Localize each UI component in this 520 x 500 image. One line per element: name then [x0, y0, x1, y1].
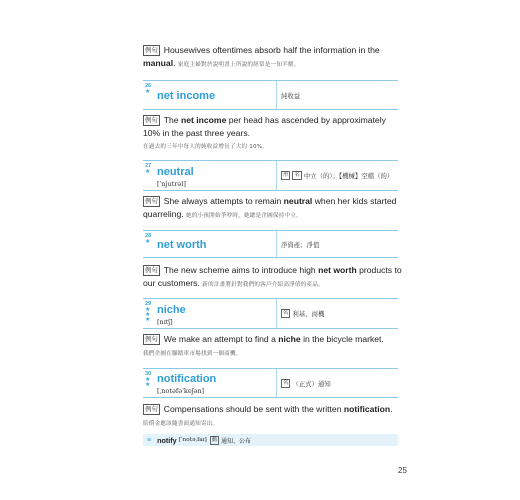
related-phonetic: [ˈnotəˌfaɪ] — [178, 437, 207, 443]
definition: 名 （正式）通知 — [283, 379, 331, 388]
related-definition: 通知、公布 — [221, 437, 252, 445]
star-rating: ★★ — [145, 377, 151, 388]
entry-number: 27 — [145, 163, 152, 169]
page-number: 25 — [398, 466, 407, 475]
pos-noun: 名 — [283, 379, 289, 386]
entry-number: 29 — [145, 301, 152, 307]
list-icon: ≡ — [147, 436, 152, 444]
pos-adjective: 形 — [283, 172, 289, 178]
example-sentence: 例句 Housewives oftentimes absorb half the information in the manual. 家庭主婦對於說明書上所說的經常是一知半解。 — [143, 45, 380, 68]
translation: 我們企圖在腳踏車市場找到一個商機。 — [143, 350, 242, 357]
phonetic: [ˌnotəfəˈkeʃən] — [157, 387, 205, 395]
example-sentence: 例句 The net income per head has ascended by approximately 10% in the past three years. 在過去的三年中每人的純收益增長了大約 10%。 — [143, 115, 386, 150]
vocab-entry — [143, 368, 398, 398]
example-sentence: 例句 She always attempts to remain neutral when her kids started quarreling. 她的小孩開始爭吵時，她總是企圖保持中立。 — [143, 196, 397, 219]
entry-number: 30 — [145, 371, 152, 377]
example-sentence: 例句 Compensations should be sent with the written notification. 賠償金應該隨書面通知寄出。 — [143, 404, 393, 427]
headword: niche — [157, 304, 186, 316]
example-sentence: 例句 We make an attempt to find a niche in the bicycle market. 我們企圖在腳踏車市場找到一個商機。 — [143, 334, 384, 357]
example-tag: 例句 — [145, 116, 158, 124]
example-tag: 例句 — [145, 266, 158, 274]
headword: net income — [157, 90, 216, 102]
entry-number: 28 — [145, 233, 152, 239]
headword: net worth — [157, 239, 207, 251]
translation: 她的小孩開始爭吵時，她總是企圖保持中立。 — [186, 212, 302, 219]
headword: notification — [157, 373, 217, 385]
star-rating: ★ — [145, 89, 151, 95]
related-word — [143, 434, 398, 446]
phonetic: [nɪtʃ] — [157, 318, 173, 326]
example-sentence: 例句 The new scheme aims to introduce high net worth products to our customers. 新的計畫將針對我們的客戶介紹高淨值的產品。 — [143, 265, 402, 288]
vocab-entry — [143, 80, 398, 110]
vocab-entry — [143, 298, 398, 329]
pos-noun: 名 — [294, 172, 300, 178]
phonetic: [ˈnjutrəl] — [157, 180, 186, 188]
example-tag: 例句 — [145, 405, 158, 413]
example-tag: 例句 — [145, 335, 158, 343]
star-rating: ★ — [145, 169, 151, 175]
definition: 純收益 — [281, 91, 301, 100]
translation: 新的計畫將針對我們的客戶介紹高淨值的產品。 — [202, 281, 324, 288]
example-tag: 例句 — [145, 46, 158, 54]
translation: 在過去的三年中每人的純收益增長了大約 10%。 — [143, 144, 269, 150]
definition: 名 利基、商機 — [283, 310, 325, 318]
related-headword: notify — [157, 435, 177, 445]
translation: 家庭主婦對於說明書上所說的經常是一知半解。 — [177, 61, 300, 68]
pos-verb: 動 — [211, 436, 218, 443]
star-rating: ★ — [145, 239, 151, 245]
star-rating: ★★★ — [145, 307, 151, 323]
entry-number: 26 — [145, 83, 152, 89]
pos-noun: 名 — [283, 310, 289, 316]
definition: 形 名 中立（的）；【機械】空檔（的） — [283, 172, 394, 180]
translation: 賠償金應該隨書面通知寄出。 — [143, 420, 219, 427]
vocab-entry — [143, 160, 398, 191]
example-tag: 例句 — [145, 197, 158, 205]
vocab-entry — [143, 230, 398, 258]
definition: 淨資產；淨值 — [281, 240, 320, 249]
headword: neutral — [157, 166, 194, 178]
